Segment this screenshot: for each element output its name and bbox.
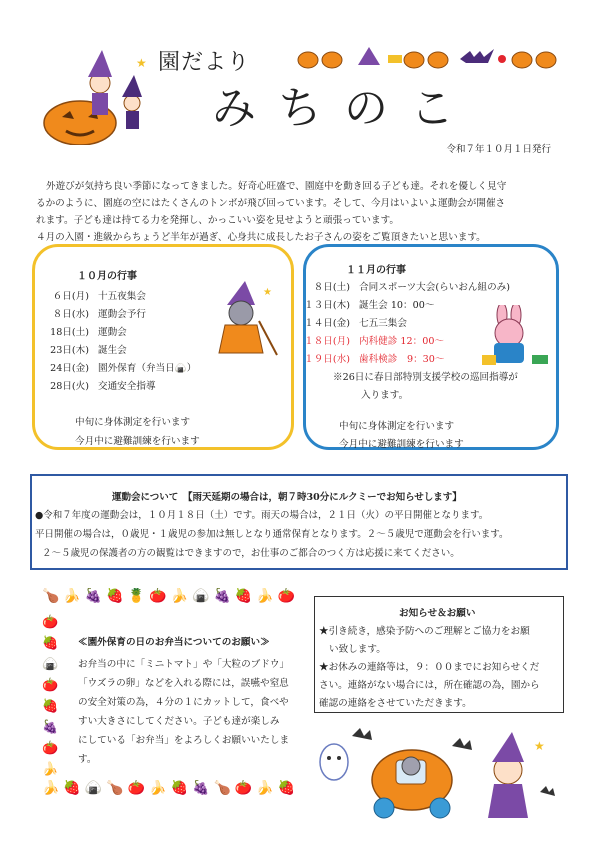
rabbit-reading-illustration: [478, 305, 552, 369]
event-date: １４日(金): [304, 318, 350, 329]
bento-line: にしている「お弁当」をよろしくお願いいたしま: [78, 735, 290, 746]
october-note: 中旬に身体測定を行います: [75, 417, 191, 428]
intro-line: ４月の入園・進級からちょうど半年が過ぎ、心身共に成長したお子さんの姿をご覧頂きたいと思います。: [36, 232, 486, 243]
event-name: 歯科検診 9：30～: [359, 354, 445, 365]
sports-day-title: 運動会について 【雨天延期の場合は，朝７時30分にルクミーでお知らせします】: [112, 492, 462, 503]
event-date: １８日(月): [304, 336, 350, 347]
newsletter-subtitle: 園だより: [158, 50, 251, 75]
event-date: 28日(火): [50, 381, 89, 392]
special-note: ※26日に春日部特別支援学校の巡回指導が: [333, 372, 518, 383]
event-row: [35, 342, 127, 356]
event-name: 交通安全指導: [98, 381, 156, 392]
halloween-banner-illustration: [296, 45, 558, 73]
event-row: [35, 360, 196, 374]
svg-text:★: ★: [136, 56, 147, 70]
bento-line: すい大きさにしてください。子ども達が楽しみ: [78, 716, 280, 727]
notice-body: [319, 623, 540, 713]
bento-notice-body: [78, 655, 306, 769]
bento-line: お弁当の中に「ミニトマト」や「大粒のブドウ」: [78, 659, 290, 670]
food-border-top: 🍗🍌🍇🍓🍍🍅🍌🍙🍇🍓🍌🍅: [42, 588, 300, 604]
event-row: [35, 378, 156, 392]
sports-day-box: [30, 474, 568, 570]
event-date: 18日(土): [50, 327, 89, 338]
witch-cat-illustration: [215, 281, 281, 359]
event-name: 運動会: [98, 327, 127, 338]
event-date: ６日(月): [52, 291, 89, 302]
food-border-left: 🍅 🍓 🍙 🍅 🍓 🍇 🍅 🍌: [42, 615, 59, 777]
event-date: 24日(金): [50, 363, 89, 374]
sports-day-line: ●令和７年度の運動会は，１０月１８日（土）です。雨天の場合は，２１日（火）の平日開催となります。: [35, 510, 489, 521]
event-name: 園外保育（弁当日🍙）: [98, 363, 197, 374]
event-date: ８日(土): [313, 282, 350, 293]
newsletter-title: みちのこ: [212, 83, 476, 134]
bento-line: す。: [78, 754, 97, 765]
event-date: １９日(水): [304, 354, 350, 365]
notice-line: さい。連絡がない場合には，所在確認の為，園から: [319, 680, 540, 691]
intro-line: れます。子ども達は持てる力を発揮し、かっこいい姿を見せようと頑張っています。: [36, 215, 400, 226]
november-note: 中旬に身体測定を行います: [339, 421, 455, 432]
event-row: [35, 324, 127, 338]
event-row: [296, 333, 444, 347]
event-row: [35, 306, 146, 320]
notice-line: ★お休みの連絡等は，９：００までにお知らせくだ: [319, 662, 540, 673]
october-title: １０月の行事: [77, 271, 137, 282]
november-events-box: [303, 244, 559, 450]
event-name: 十五夜集会: [98, 291, 146, 302]
event-row: [296, 297, 434, 311]
witch-pumpkin-illustration: [40, 45, 160, 145]
svg-text:★: ★: [534, 739, 545, 753]
event-name: 誕生会 10：00～: [359, 300, 435, 311]
intro-paragraph: [36, 178, 561, 246]
notice-line: い致します。: [329, 644, 386, 655]
notice-line: ★引き続き，感染予防へのご理解とご協力をお願: [319, 626, 530, 637]
event-name: 運動会予行: [98, 309, 146, 320]
issue-date: 令和７年１０月１日発行: [446, 144, 551, 155]
event-date: １３日(木): [304, 300, 350, 311]
november-note: 今月中に避難訓練を行います: [339, 439, 464, 450]
event-row: [296, 279, 510, 293]
notice-line: 確認の連絡をさせていただきます。: [319, 698, 472, 709]
sports-day-line: 平日開催の場合は，０歳児・１歳児の参加は無しとなり通常保育となります。２～５歳児で運動会を行います。: [35, 529, 509, 540]
event-row: [35, 288, 146, 302]
event-row: [296, 315, 407, 329]
october-note: 今月中に避難訓練を行います: [75, 436, 200, 447]
event-name: 内科健診 12：00～: [359, 336, 445, 347]
bento-notice-title: ≪園外保育の日のお弁当についてのお願い≫: [78, 637, 270, 648]
food-border-bottom: 🍌🍓🍙🍗🍅🍌🍓🍇🍗🍅🍌🍓: [42, 780, 300, 796]
pumpkin-carriage-illustration: [312, 722, 562, 822]
event-name: 七五三集会: [359, 318, 407, 329]
november-title: １１月の行事: [346, 265, 406, 276]
event-row: [296, 351, 444, 365]
notice-box: [314, 596, 564, 713]
notice-title: お知らせ＆お願い: [399, 608, 476, 619]
svg-text:★: ★: [263, 287, 272, 298]
october-events-box: [32, 244, 294, 450]
event-name: 合同スポーツ大会(らいおん組のみ): [359, 282, 511, 293]
special-note: 入ります。: [361, 390, 409, 401]
event-date: ８日(水): [52, 309, 89, 320]
bento-line: の安全対策の為，４分の１にカットして，食べや: [78, 697, 289, 708]
event-date: 23日(木): [50, 345, 89, 356]
event-name: 誕生会: [98, 345, 127, 356]
intro-line: るかのように、園庭の空にはたくさんのトンボが飛び回っています。そして、今月はいよいよ運動会が開催さ: [36, 198, 506, 209]
bento-line: 「ウズラの卵」などを入れる際には，誤嚥や窒息: [78, 678, 289, 689]
intro-line: 外遊びが気持ち良い季節になってきました。好奇心旺盛で、園庭中を動き回る子ども達。それを優しく見守: [46, 181, 507, 192]
sports-day-line: ２～５歳児の保護者の方の観覧はできますので，お仕事のご都合のつく方は応援に来てください。: [42, 548, 460, 559]
